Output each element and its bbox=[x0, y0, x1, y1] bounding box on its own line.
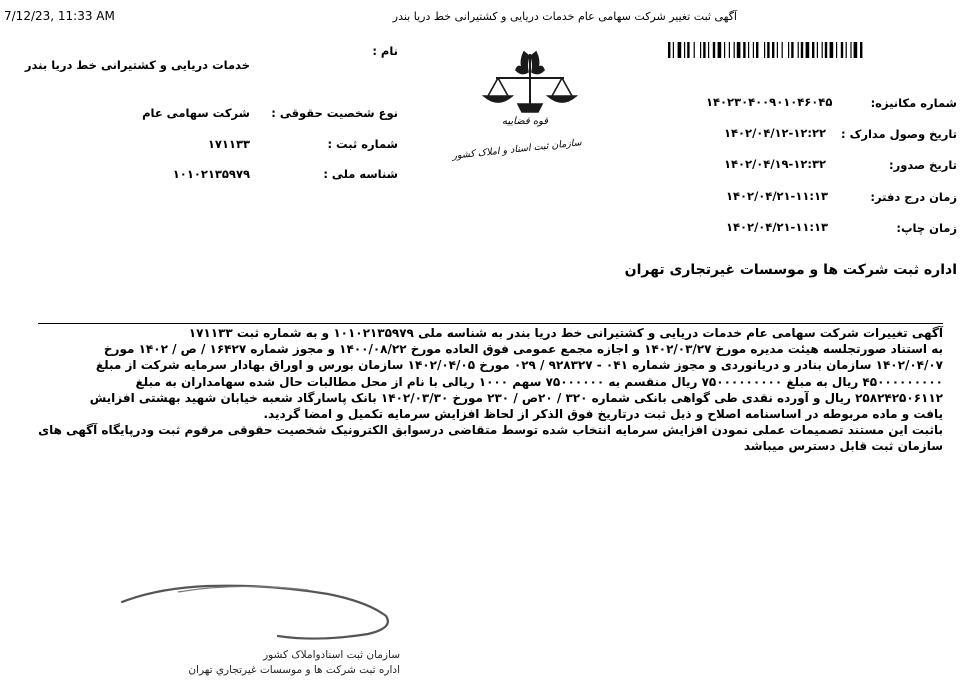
print-page-title: آگهی ثبت تغییر شرکت سهامی عام خدمات دریایی و کشتیرانی خط دریا بندر bbox=[392, 10, 737, 23]
notice-line: آگهی تغییرات شرکت سهامی عام خدمات دریایی و کشتیرانی خط دریا بندر به شناسه ملی ۱۰۱۰۲۱۳۵۹۷۹ و به شماره ثبت ۱۷۱۱۳۳ bbox=[188, 326, 943, 340]
signature-image bbox=[118, 576, 418, 654]
reg-no-value: ۱۷۱۱۳۳ bbox=[207, 137, 250, 151]
notice-line: ۴۵۰۰۰۰۰۰۰۰۰ ریال به مبلغ ۷۵۰۰۰۰۰۰۰۰۰ ریال منقسم به ۷۵۰۰۰۰۰۰ سهم ۱۰۰۰ ریالی با نام از محل مطالبات حال شده سهامداران به مبلغ bbox=[135, 374, 943, 389]
receipt-date-value: ۱۴۰۲/۰۴/۱۲-۱۲:۲۲ bbox=[724, 126, 827, 140]
receipt-date-label: تاریخ وصول مدارک : bbox=[840, 127, 957, 141]
national-id-value: ۱۰۱۰۲۱۳۵۹۷۹ bbox=[172, 167, 250, 181]
divider bbox=[38, 323, 943, 324]
notice-line: به استناد صورتجلسه هیئت مدیره مورخ ۱۴۰۲/۰۳/۲۷ و اجازه مجمع عمومی فوق العاده مورخ ۱۴۰۰/۰۸/۲۲ و مجوز شماره ۱۶۴۲۷ / ص / ۱۴۰۲ مورخ bbox=[103, 342, 943, 357]
barcode bbox=[668, 42, 958, 58]
notice-line: یافت و ماده مربوطه در اساسنامه اصلاح و ذیل ثبت درتاریخ فوق الذکر از لحاظ افزایش سرمایه تکمیل و امضا گردید. bbox=[263, 407, 943, 422]
notice-line: سازمان ثبت قابل دسترس میباشد bbox=[743, 439, 943, 454]
issue-date-label: تاریخ صدور: bbox=[889, 158, 957, 172]
emblem-caption-top: قوه قضاییه bbox=[501, 116, 549, 127]
legal-type-value: شرکت سهامی عام bbox=[142, 106, 250, 120]
legal-type-label: نوع شخصیت حقوقی : bbox=[271, 106, 398, 120]
national-id-label: شناسه ملی : bbox=[323, 167, 398, 181]
notice-line: ۱۴۰۲/۰۴/۰۷ سازمان بنادر و دریانوردی و مجوز شماره ۰۴۱ - ۹۲۸۳۲۷ / ۰۲۹ مورخ ۱۴۰۲/۰۴/۰۵ سازمان بورس و اوراق بهادار سرمایه شرکت از مبلغ bbox=[95, 358, 943, 373]
footer-org: سازمان ثبت اسنادواملاک کشور bbox=[263, 649, 400, 661]
issue-date-value: ۱۴۰۲/۰۴/۱۹-۱۲:۳۲ bbox=[724, 157, 827, 171]
register-time-label: زمان درج دفتر: bbox=[870, 190, 957, 204]
notice-line: ۲۵۸۲۴۲۵۰۶۱۱۲ ریال و آورده نقدی طی گواهی بانکی شماره ۳۲۰ / ۲۰ص / ۲۳۰ مورخ ۱۴۰۲/۰۳/۳۰ بانک پاسارگاد شعبه خیابان شهید بهشتی افزایش bbox=[89, 390, 943, 405]
mechanized-no-label: شماره مکانیزه: bbox=[870, 96, 957, 110]
reg-no-label: شماره ثبت : bbox=[327, 137, 398, 151]
notice-line: باثبت این مستند تصمیمات عملی نمودن افزایش سرمایه انتخاب شده توسط متقاضی درسوابق الکترونیک شخصیت حقوقی مرقوم ثبت ودرپایگاه آگهی های bbox=[38, 423, 943, 438]
print-datetime: 7/12/23, 11:33 AM bbox=[4, 9, 115, 23]
name-label: نام : bbox=[372, 44, 398, 58]
notice-body bbox=[38, 325, 943, 455]
office-title: اداره ثبت شرکت ها و موسسات غیرتجاری تهران bbox=[624, 262, 957, 278]
register-time-value: ۱۴۰۲/۰۴/۲۱-۱۱:۱۳ bbox=[726, 189, 829, 203]
footer-office: اداره ثبت شرکت ها و موسسات غیرتجاري تهران bbox=[188, 664, 400, 676]
print-time-label: زمان چاپ: bbox=[896, 221, 957, 235]
mechanized-no-value: ۱۴۰۲۳۰۴۰۰۹۰۱۰۴۶۰۴۵ bbox=[706, 95, 833, 109]
print-time-value: ۱۴۰۲/۰۴/۲۱-۱۱:۱۳ bbox=[726, 220, 829, 234]
emblem-caption-bottom: سازمان ثبت اسناد و املاک کشور bbox=[451, 137, 583, 162]
name-value: خدمات دریایی و کشتیرانی خط دریا بندر bbox=[24, 58, 250, 72]
